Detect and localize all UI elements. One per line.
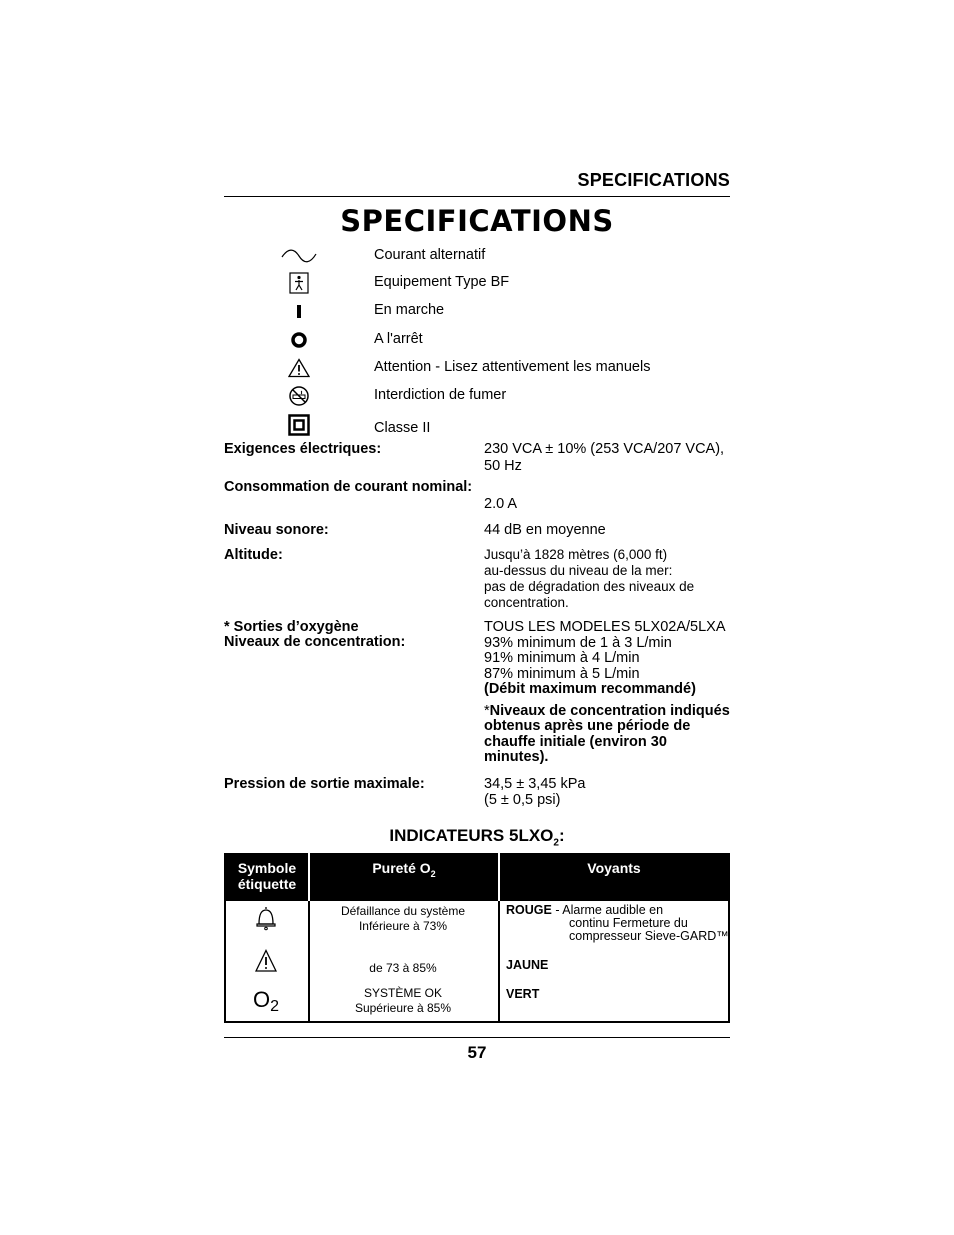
purity-entry (310, 904, 496, 934)
oxygen-line: 91% minimum à 4 L/min (484, 650, 640, 666)
symbol-label: A l'arrêt (374, 331, 423, 347)
running-head: SPECIFICATIONS (577, 170, 730, 190)
symbol-label: En marche (374, 302, 445, 318)
header-text: Symbole (237, 860, 297, 876)
oxygen-line: 93% minimum de 1 à 3 L/min (484, 634, 672, 651)
symbol-row (280, 385, 730, 407)
indicators-title-sub: 2 (553, 837, 559, 849)
table-header-row (225, 854, 729, 901)
symbol-row (280, 414, 730, 436)
spec-electrical (224, 441, 730, 477)
light-entry-green (506, 988, 734, 1001)
spec-value (484, 547, 730, 611)
altitude-line: au-dessus du niveau de la mer: (484, 563, 673, 578)
indicators-title-suffix: : (558, 826, 565, 845)
spec-value (484, 620, 730, 766)
symbol-row (280, 245, 730, 267)
purity-text: de 73 à 85% (369, 961, 437, 975)
header-sub: 2 (430, 868, 436, 879)
top-rule (224, 196, 730, 197)
oxygen-label-line: Niveaux de concentration: (224, 634, 406, 650)
oxygen-label-line: * Sorties d’oxygène (224, 619, 359, 635)
light-name: JAUNE (506, 958, 549, 972)
symbol-label: Courant alternatif (374, 247, 486, 263)
alternating-current-icon (280, 245, 318, 267)
light-entry-yellow (506, 959, 734, 972)
bell-icon (226, 905, 306, 934)
symbol-label: Classe II (374, 420, 431, 436)
pressure-line: (5 ± 0,5 psi) (484, 792, 561, 808)
oxygen-line: 87% minimum à 5 L/min (484, 665, 640, 682)
spec-label: Consommation de courant nominal: (224, 479, 473, 495)
symbol-row (280, 300, 730, 322)
spec-label: Niveau sonore: (224, 522, 329, 538)
altitude-line: pas de dégradation des niveaux de concentration. (484, 579, 695, 610)
lights-cell (499, 901, 729, 1022)
spec-current (224, 479, 730, 515)
pressure-line: 34,5 ± 3,45 kPa (484, 776, 586, 792)
footnote-star: * (484, 702, 490, 719)
warning-icon (280, 357, 318, 379)
no-smoking-icon (280, 385, 318, 407)
spec-value (484, 776, 730, 808)
symbol-row (280, 272, 730, 294)
purity-text: SYSTÈME OK (363, 986, 443, 1000)
warning-icon (226, 949, 306, 976)
column-header-purity (309, 854, 499, 901)
altitude-line: Jusqu’à 1828 mètres (6,000 ft) (484, 547, 668, 562)
o2-text: O (252, 987, 271, 1012)
light-desc: continu Fermeture du (569, 916, 688, 930)
type-bf-equipment-icon (280, 272, 318, 294)
symbol-label: Interdiction de fumer (374, 387, 507, 403)
bottom-rule (224, 1037, 730, 1038)
column-header-lights: Voyants (499, 854, 729, 901)
header-text: étiquette (237, 876, 297, 892)
header-text: Pureté O (372, 860, 431, 876)
oxygen-max-note: (Débit maximum recommandé) (484, 681, 696, 697)
page-title: SPECIFICATIONS (340, 204, 614, 238)
symbol-label: Attention - Lisez attentivement les manuels (374, 359, 651, 375)
indicators-title (224, 826, 730, 848)
spec-pressure (224, 776, 730, 810)
class-ii-icon (280, 414, 318, 436)
o2-icon (226, 987, 306, 1016)
spec-label (224, 620, 474, 650)
symbol-row (280, 329, 730, 351)
symbol-cell (225, 901, 309, 1022)
light-name: ROUGE (506, 903, 552, 917)
indicators-table (224, 853, 730, 1023)
indicators-title-text: INDICATEURS 5LXO (389, 826, 554, 845)
o2-sub: 2 (270, 998, 280, 1015)
oxygen-models: TOUS LES MODELES 5LX02A/5LXA (484, 619, 726, 635)
spec-altitude (224, 547, 730, 613)
power-off-icon (280, 329, 318, 351)
table-row (225, 901, 729, 1022)
purity-entry (310, 961, 496, 976)
spec-label: Pression de sortie maximale: (224, 776, 425, 792)
purity-entry (310, 986, 496, 1016)
page-number: 57 (467, 1043, 487, 1062)
light-name: VERT (506, 987, 540, 1001)
purity-cell (309, 901, 499, 1022)
symbol-row (280, 357, 730, 379)
footnote-text: Niveaux de concentration indiqués obtenus après une période de chauffe initiale (environ 30 minutes). (484, 702, 730, 765)
purity-text: Défaillance du système (340, 904, 466, 918)
light-entry-red (506, 904, 734, 943)
power-on-icon (280, 300, 318, 322)
symbol-label: Equipement Type BF (374, 274, 510, 290)
purity-text: Supérieure à 85% (354, 1001, 452, 1015)
column-header-symbol (225, 854, 309, 901)
light-desc: - Alarme audible en (551, 903, 664, 917)
spec-sound (224, 522, 730, 540)
oxygen-footnote (484, 704, 730, 766)
spec-label: Altitude: (224, 547, 283, 563)
light-desc: compresseur Sieve-GARD™ (569, 929, 729, 943)
spec-label: Exigences électriques: (224, 441, 382, 457)
spec-value: 44 dB en moyenne (484, 522, 606, 538)
spec-value: 230 VCA ± 10% (253 VCA/207 VCA), 50 Hz (484, 441, 725, 474)
spec-oxygen (224, 620, 730, 770)
purity-text: Inférieure à 73% (358, 919, 448, 933)
spec-value: 2.0 A (484, 496, 518, 512)
